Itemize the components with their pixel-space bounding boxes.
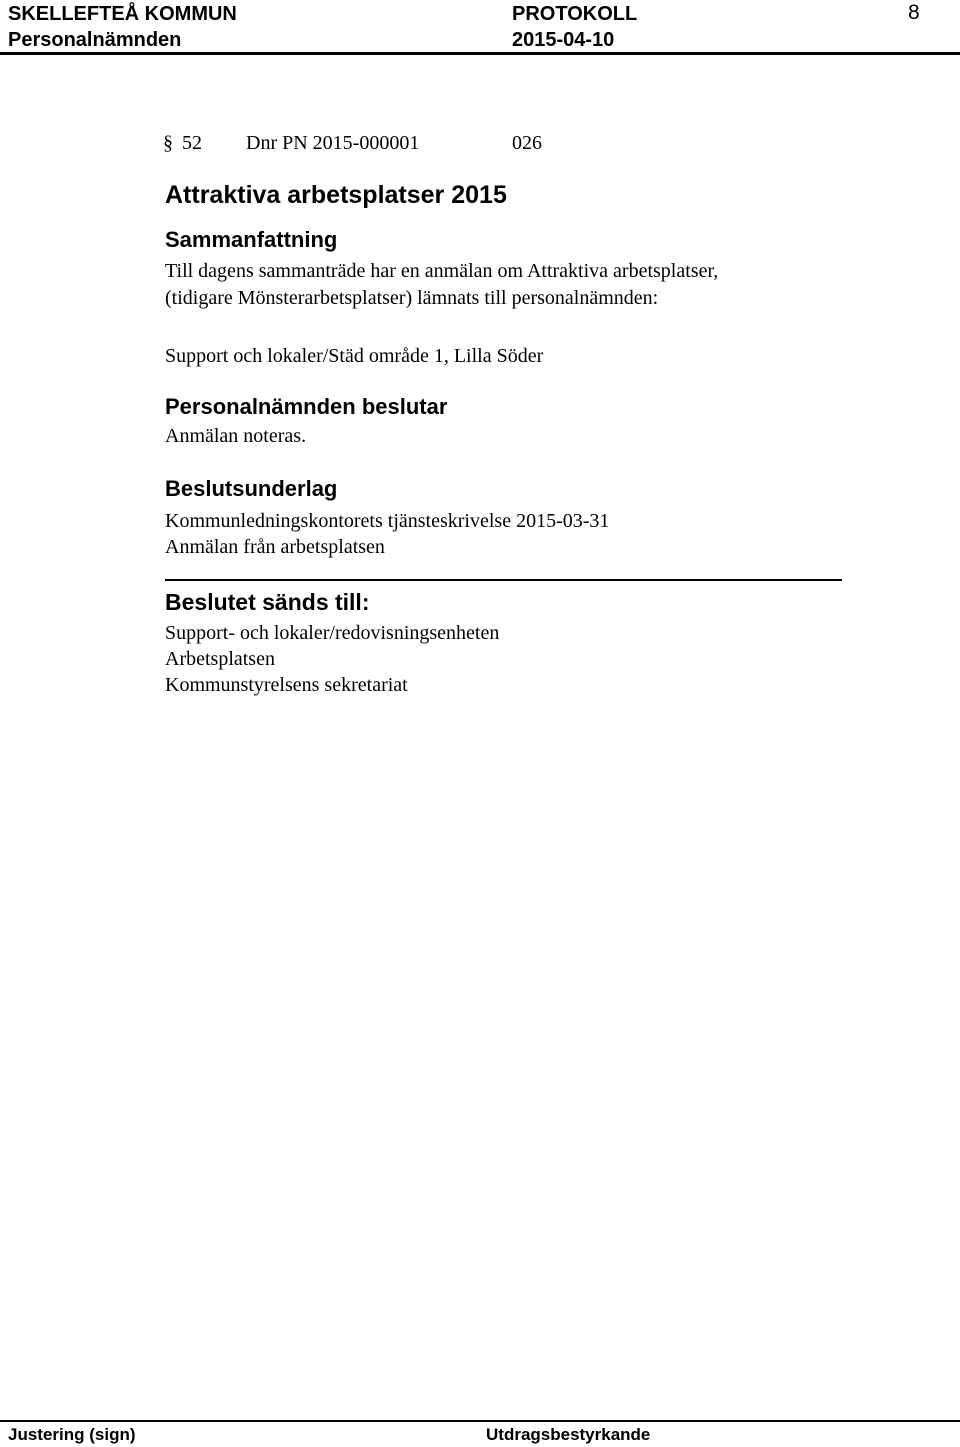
section-symbol: §: [163, 132, 173, 154]
classification-code: 026: [512, 132, 542, 154]
decision-text: Anmälan noteras.: [165, 425, 307, 447]
organization-name: SKELLEFTEÅ KOMMUN: [8, 3, 237, 25]
document-type: PROTOKOLL: [512, 3, 638, 25]
document-date: 2015-04-10: [512, 29, 615, 51]
distribution-line: Support- och lokaler/redovisningsenheten: [165, 622, 500, 644]
summary-item: Support och lokaler/Städ område 1, Lilla Söder: [165, 345, 544, 367]
document-title: Attraktiva arbetsplatser 2015: [165, 181, 507, 209]
section-divider: [165, 579, 842, 581]
summary-line: Till dagens sammanträde har en anmälan om Attraktiva arbetsplatser,: [165, 260, 719, 282]
summary-heading: Sammanfattning: [165, 227, 338, 252]
paragraph-number: 52: [182, 132, 202, 154]
dnr-reference: Dnr PN 2015-000001: [246, 132, 420, 154]
header-divider: [0, 52, 960, 55]
decision-heading: Personalnämnden beslutar: [165, 394, 448, 419]
distribution-line: Arbetsplatsen: [165, 648, 275, 670]
distribution-heading: Beslutet sänds till:: [165, 589, 370, 615]
basis-line: Kommunledningskontorets tjänsteskrivelse 2015-03-31: [165, 510, 610, 532]
committee-name: Personalnämnden: [8, 29, 182, 51]
basis-line: Anmälan från arbetsplatsen: [165, 536, 385, 558]
page-number: 8: [908, 1, 920, 24]
distribution-line: Kommunstyrelsens sekretariat: [165, 674, 408, 696]
utdragsbestyrkande-label: Utdragsbestyrkande: [486, 1425, 651, 1444]
justering-label: Justering (sign): [8, 1425, 136, 1444]
footer-divider: [0, 1420, 960, 1422]
basis-heading: Beslutsunderlag: [165, 476, 338, 501]
summary-line: (tidigare Mönsterarbetsplatser) lämnats till personalnämnden:: [165, 287, 659, 309]
